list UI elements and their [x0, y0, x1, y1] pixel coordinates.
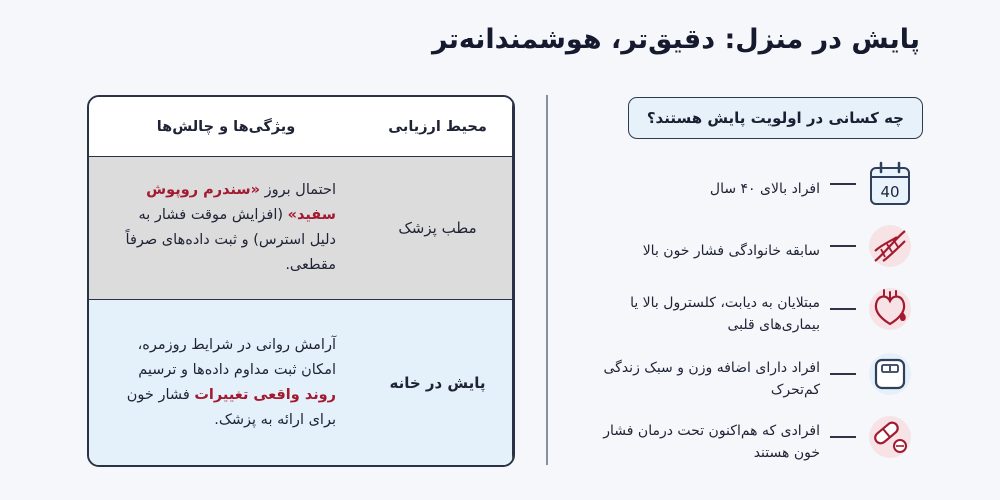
connector-line — [830, 183, 856, 185]
risk-item-family-history — [556, 220, 916, 282]
risk-item-text: افرادی که هم‌اکنون تحت درمان فشار خون هستند — [603, 423, 820, 461]
clinic-highlight: «سندرم روپوش سفید» — [146, 182, 336, 223]
risk-item-text: سابقه خانوادگی فشار خون بالا — [642, 243, 820, 259]
home-text-part: آرامش روانی در شرایط روزمره، امکان ثبت مداوم داده‌ها و ترسیم — [137, 336, 336, 378]
home-text-part: فشار خون برای ارائه به پزشک. — [126, 386, 336, 428]
clinic-text-part: احتمال بروز — [260, 182, 336, 198]
clinic-features-cell — [89, 157, 363, 300]
risk-item-conditions — [556, 283, 916, 345]
connector-line — [830, 308, 856, 310]
header-features — [89, 97, 363, 157]
clinic-environment-label: مطب پزشک — [398, 219, 477, 237]
home-environment-label: پایش در خانه — [389, 373, 486, 392]
clinic-features-text — [116, 178, 336, 278]
risk-item-treatment — [556, 411, 916, 473]
risk-item-text: افراد بالای ۴۰ سال — [709, 181, 820, 197]
vertical-divider — [546, 95, 548, 465]
connector-line — [830, 373, 856, 375]
risk-item-age — [556, 158, 916, 220]
pill-icon — [864, 411, 916, 463]
risk-item-text: افراد دارای اضافه وزن و سبک زندگی کم‌تحرک — [603, 360, 820, 398]
risk-item-text: مبتلایان به دیابت، کلسترول بالا یا بیماری‌های قلبی — [630, 295, 820, 333]
home-environment-cell — [363, 300, 513, 465]
risk-item-weight — [556, 348, 916, 410]
clinic-environment-cell — [363, 157, 513, 300]
connector-line — [830, 245, 856, 247]
calendar-icon — [864, 158, 916, 210]
page-title: پایش در منزل: دقیق‌تر، هوشمندانه‌تر — [431, 24, 920, 55]
risk-group-list — [556, 0, 916, 500]
dna-icon — [864, 220, 916, 272]
home-features-cell — [89, 300, 363, 465]
weight-scale-icon — [864, 348, 916, 400]
heart-icon — [864, 283, 916, 335]
home-highlight: روند واقعی تغییرات — [194, 386, 336, 403]
calendar-icon-label: 40 — [880, 183, 900, 201]
connector-line — [830, 436, 856, 438]
header-environment — [363, 97, 513, 157]
header-environment-label: محیط ارزیابی — [388, 118, 487, 135]
home-features-text — [116, 333, 336, 433]
comparison-table — [87, 95, 515, 467]
priority-question-box: چه کسانی در اولویت پایش هستند؟ — [628, 97, 923, 139]
clinic-text-part: (افزایش موقت فشار به دلیل استرس) و ثبت داده‌های صرفاً مقطعی. — [125, 207, 336, 273]
header-features-label: ویژگی‌ها و چالش‌ها — [156, 118, 296, 135]
